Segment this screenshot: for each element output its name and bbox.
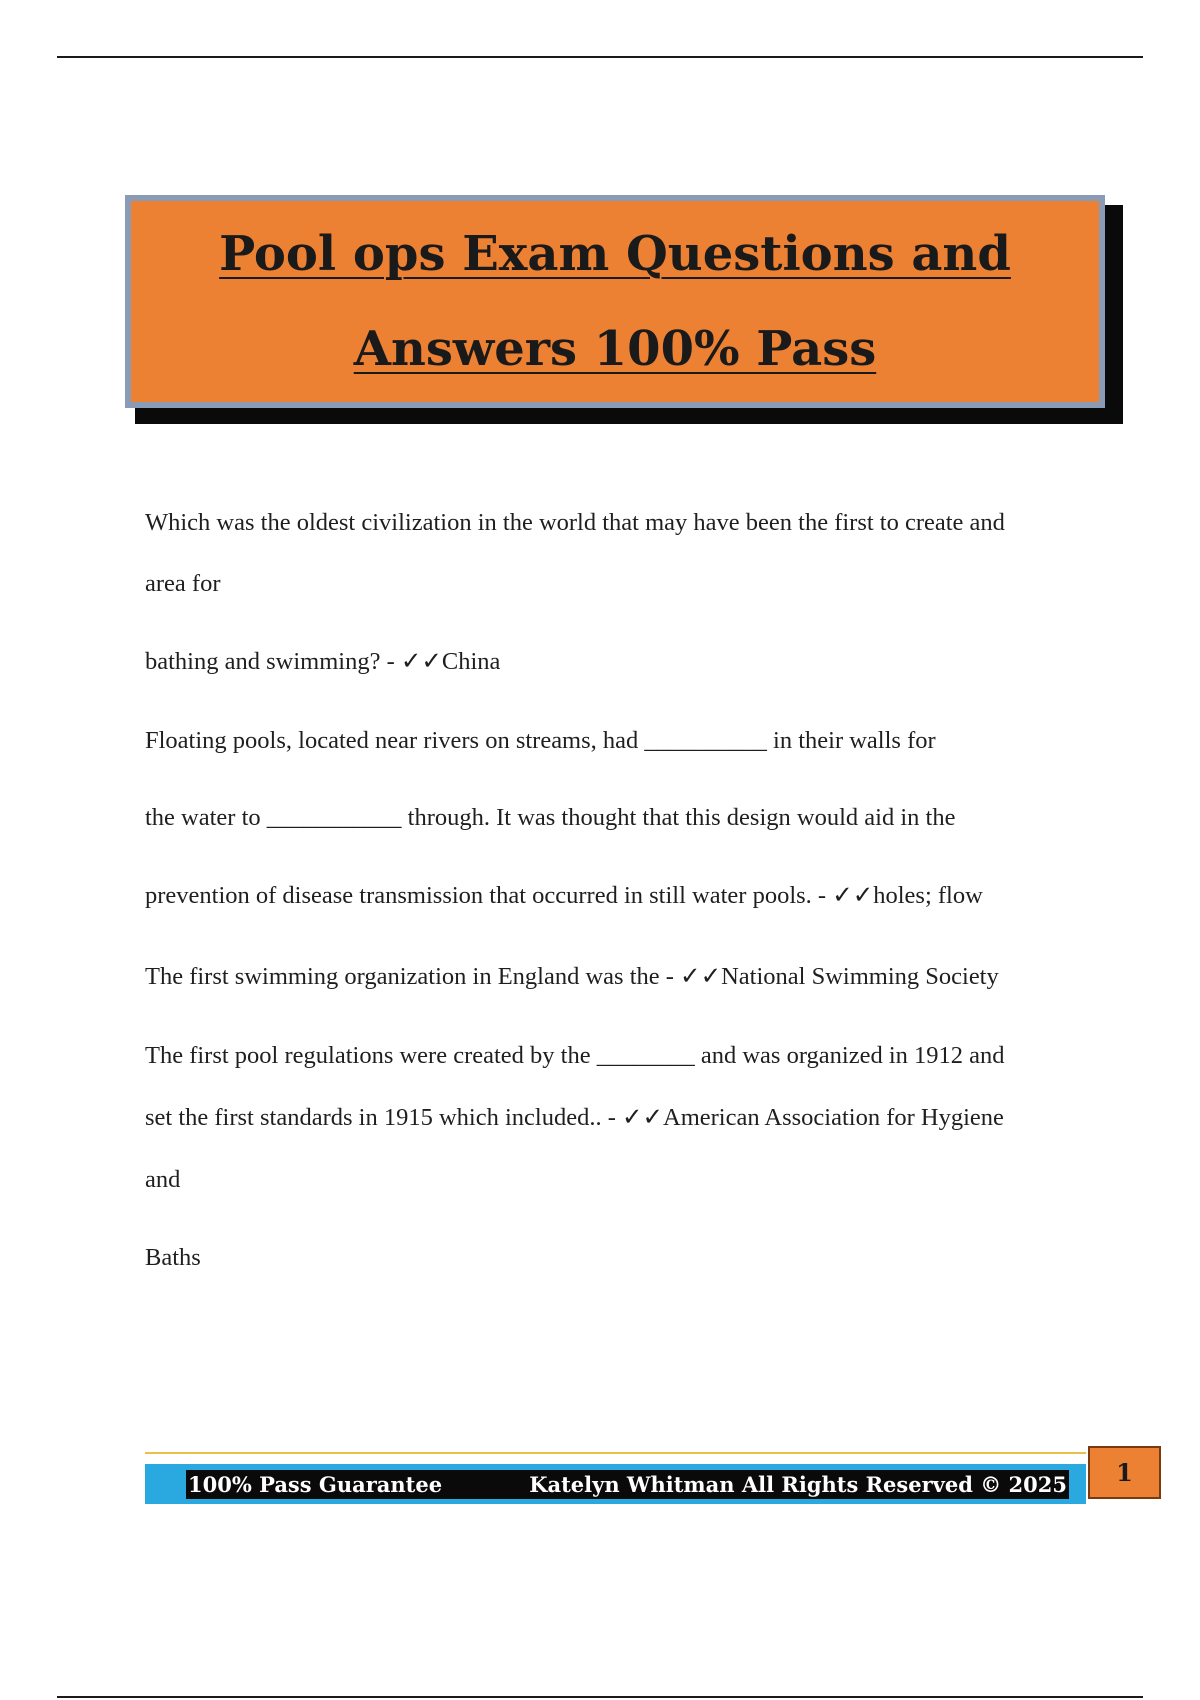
paragraph-line: area for bbox=[145, 570, 221, 597]
page-number: 1 bbox=[1088, 1446, 1161, 1499]
footer-bar bbox=[145, 1464, 1086, 1504]
title-line-1: Pool ops Exam Questions and bbox=[219, 225, 1011, 282]
paragraph-line: Floating pools, located near rivers on streams, had __________ in their walls for bbox=[145, 727, 936, 754]
paragraph-line: and bbox=[145, 1166, 181, 1193]
paragraph-line: the water to ___________ through. It was thought that this design would aid in the bbox=[145, 804, 956, 831]
paragraph-line: prevention of disease transmission that occurred in still water pools. - ✓✓holes; flow bbox=[145, 882, 983, 909]
footer-copyright: Katelyn Whitman All Rights Reserved © 2025 bbox=[529, 1472, 1067, 1497]
paragraph-line: bathing and swimming? - ✓✓China bbox=[145, 648, 501, 675]
title-box bbox=[125, 195, 1105, 408]
footer-divider bbox=[145, 1452, 1086, 1454]
footer-inner bbox=[186, 1470, 1069, 1499]
paragraph-line: Baths bbox=[145, 1244, 201, 1271]
footer-left-text: 100% Pass Guarantee bbox=[188, 1472, 443, 1497]
paragraph-line: The first pool regulations were created by the ________ and was organized in 1912 and bbox=[145, 1042, 1005, 1069]
paragraph-line: The first swimming organization in England was the - ✓✓National Swimming Society bbox=[145, 963, 999, 990]
title-line-2: Answers 100% Pass bbox=[353, 320, 877, 377]
bottom-rule bbox=[57, 1696, 1143, 1698]
top-rule bbox=[57, 56, 1143, 58]
paragraph-line: set the first standards in 1915 which included.. - ✓✓American Association for Hygiene bbox=[145, 1104, 1004, 1131]
paragraph-line: Which was the oldest civilization in the world that may have been the first to create and bbox=[145, 509, 1005, 536]
